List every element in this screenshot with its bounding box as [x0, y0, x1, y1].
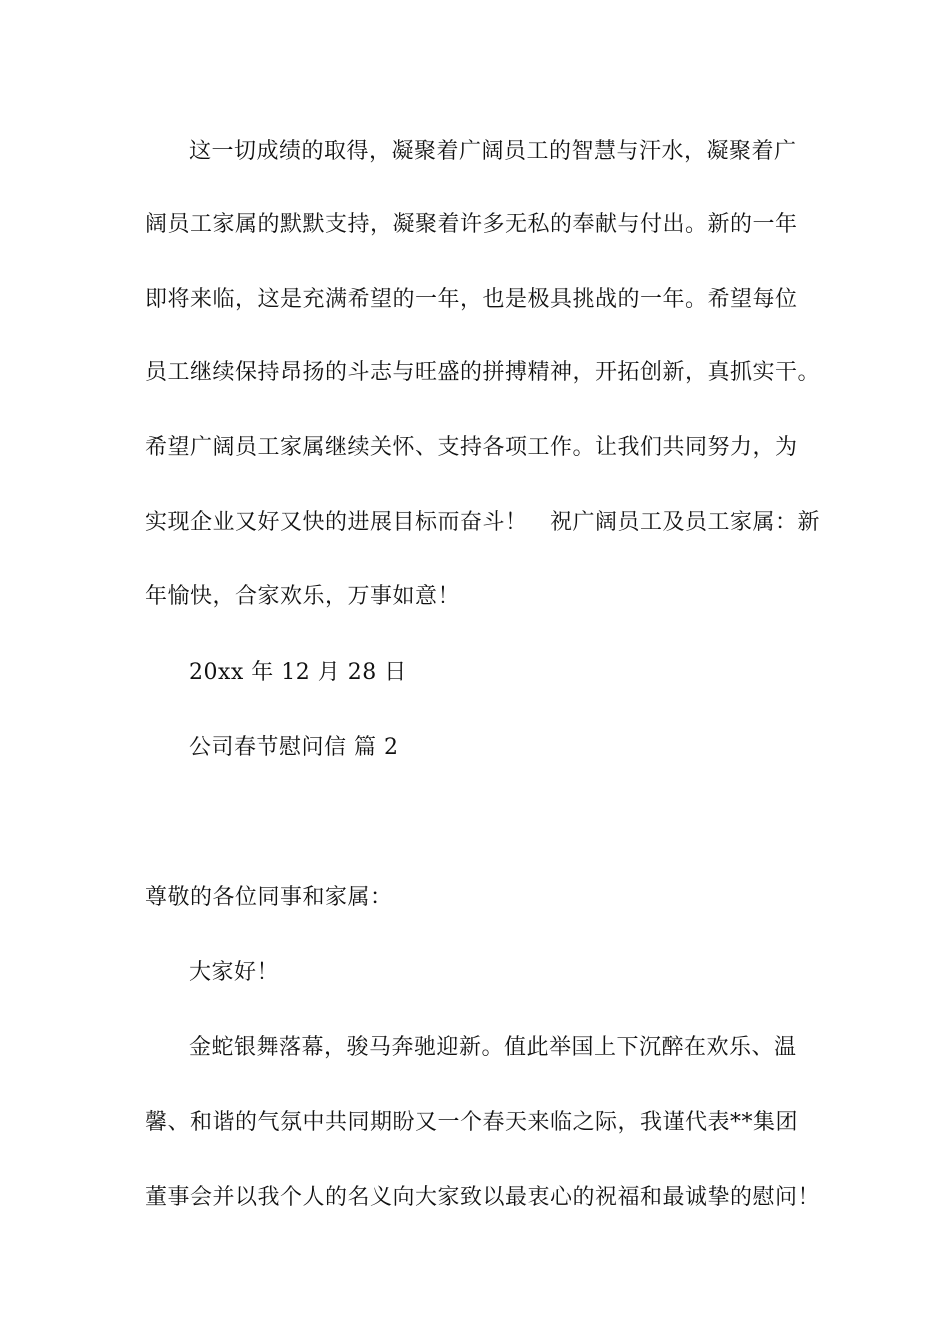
paragraph-line-4: 员工继续保持昂扬的斗志与旺盛的拼搏精神，开拓创新，真抓实干。 — [145, 360, 821, 385]
paragraph-line-7: 年愉快，合家欢乐，万事如意！ — [145, 584, 461, 609]
letter-date: 20xx 年 12 月 28 日 — [189, 660, 407, 685]
paragraph-line-9: 馨、和谐的气氛中共同期盼又一个春天来临之际，我谨代表**集团 — [145, 1110, 799, 1135]
paragraph-line-5: 希望广阔员工家属继续关怀、支持各项工作。让我们共同努力，为 — [145, 435, 798, 460]
paragraph-line-8: 金蛇银舞落幕，骏马奔驰迎新。值此举国上下沉醉在欢乐、温 — [189, 1035, 797, 1060]
section-title: 公司春节慰问信 篇 2 — [189, 735, 399, 760]
paragraph-line-10: 董事会并以我个人的名义向大家致以最衷心的祝福和最诚挚的慰问！ — [145, 1185, 821, 1210]
greeting: 大家好！ — [189, 960, 280, 985]
paragraph-line-3: 即将来临，这是充满希望的一年，也是极具挑战的一年。希望每位 — [145, 287, 798, 312]
paragraph-line-1: 这一切成绩的取得，凝聚着广阔员工的智慧与汗水，凝聚着广 — [189, 139, 797, 164]
salutation: 尊敬的各位同事和家属： — [145, 885, 393, 910]
paragraph-line-6: 实现企业又好又快的进展目标而奋斗！ 祝广阔员工及员工家属：新 — [145, 510, 821, 535]
paragraph-line-2: 阔员工家属的默默支持，凝聚着许多无私的奉献与付出。新的一年 — [145, 212, 798, 237]
